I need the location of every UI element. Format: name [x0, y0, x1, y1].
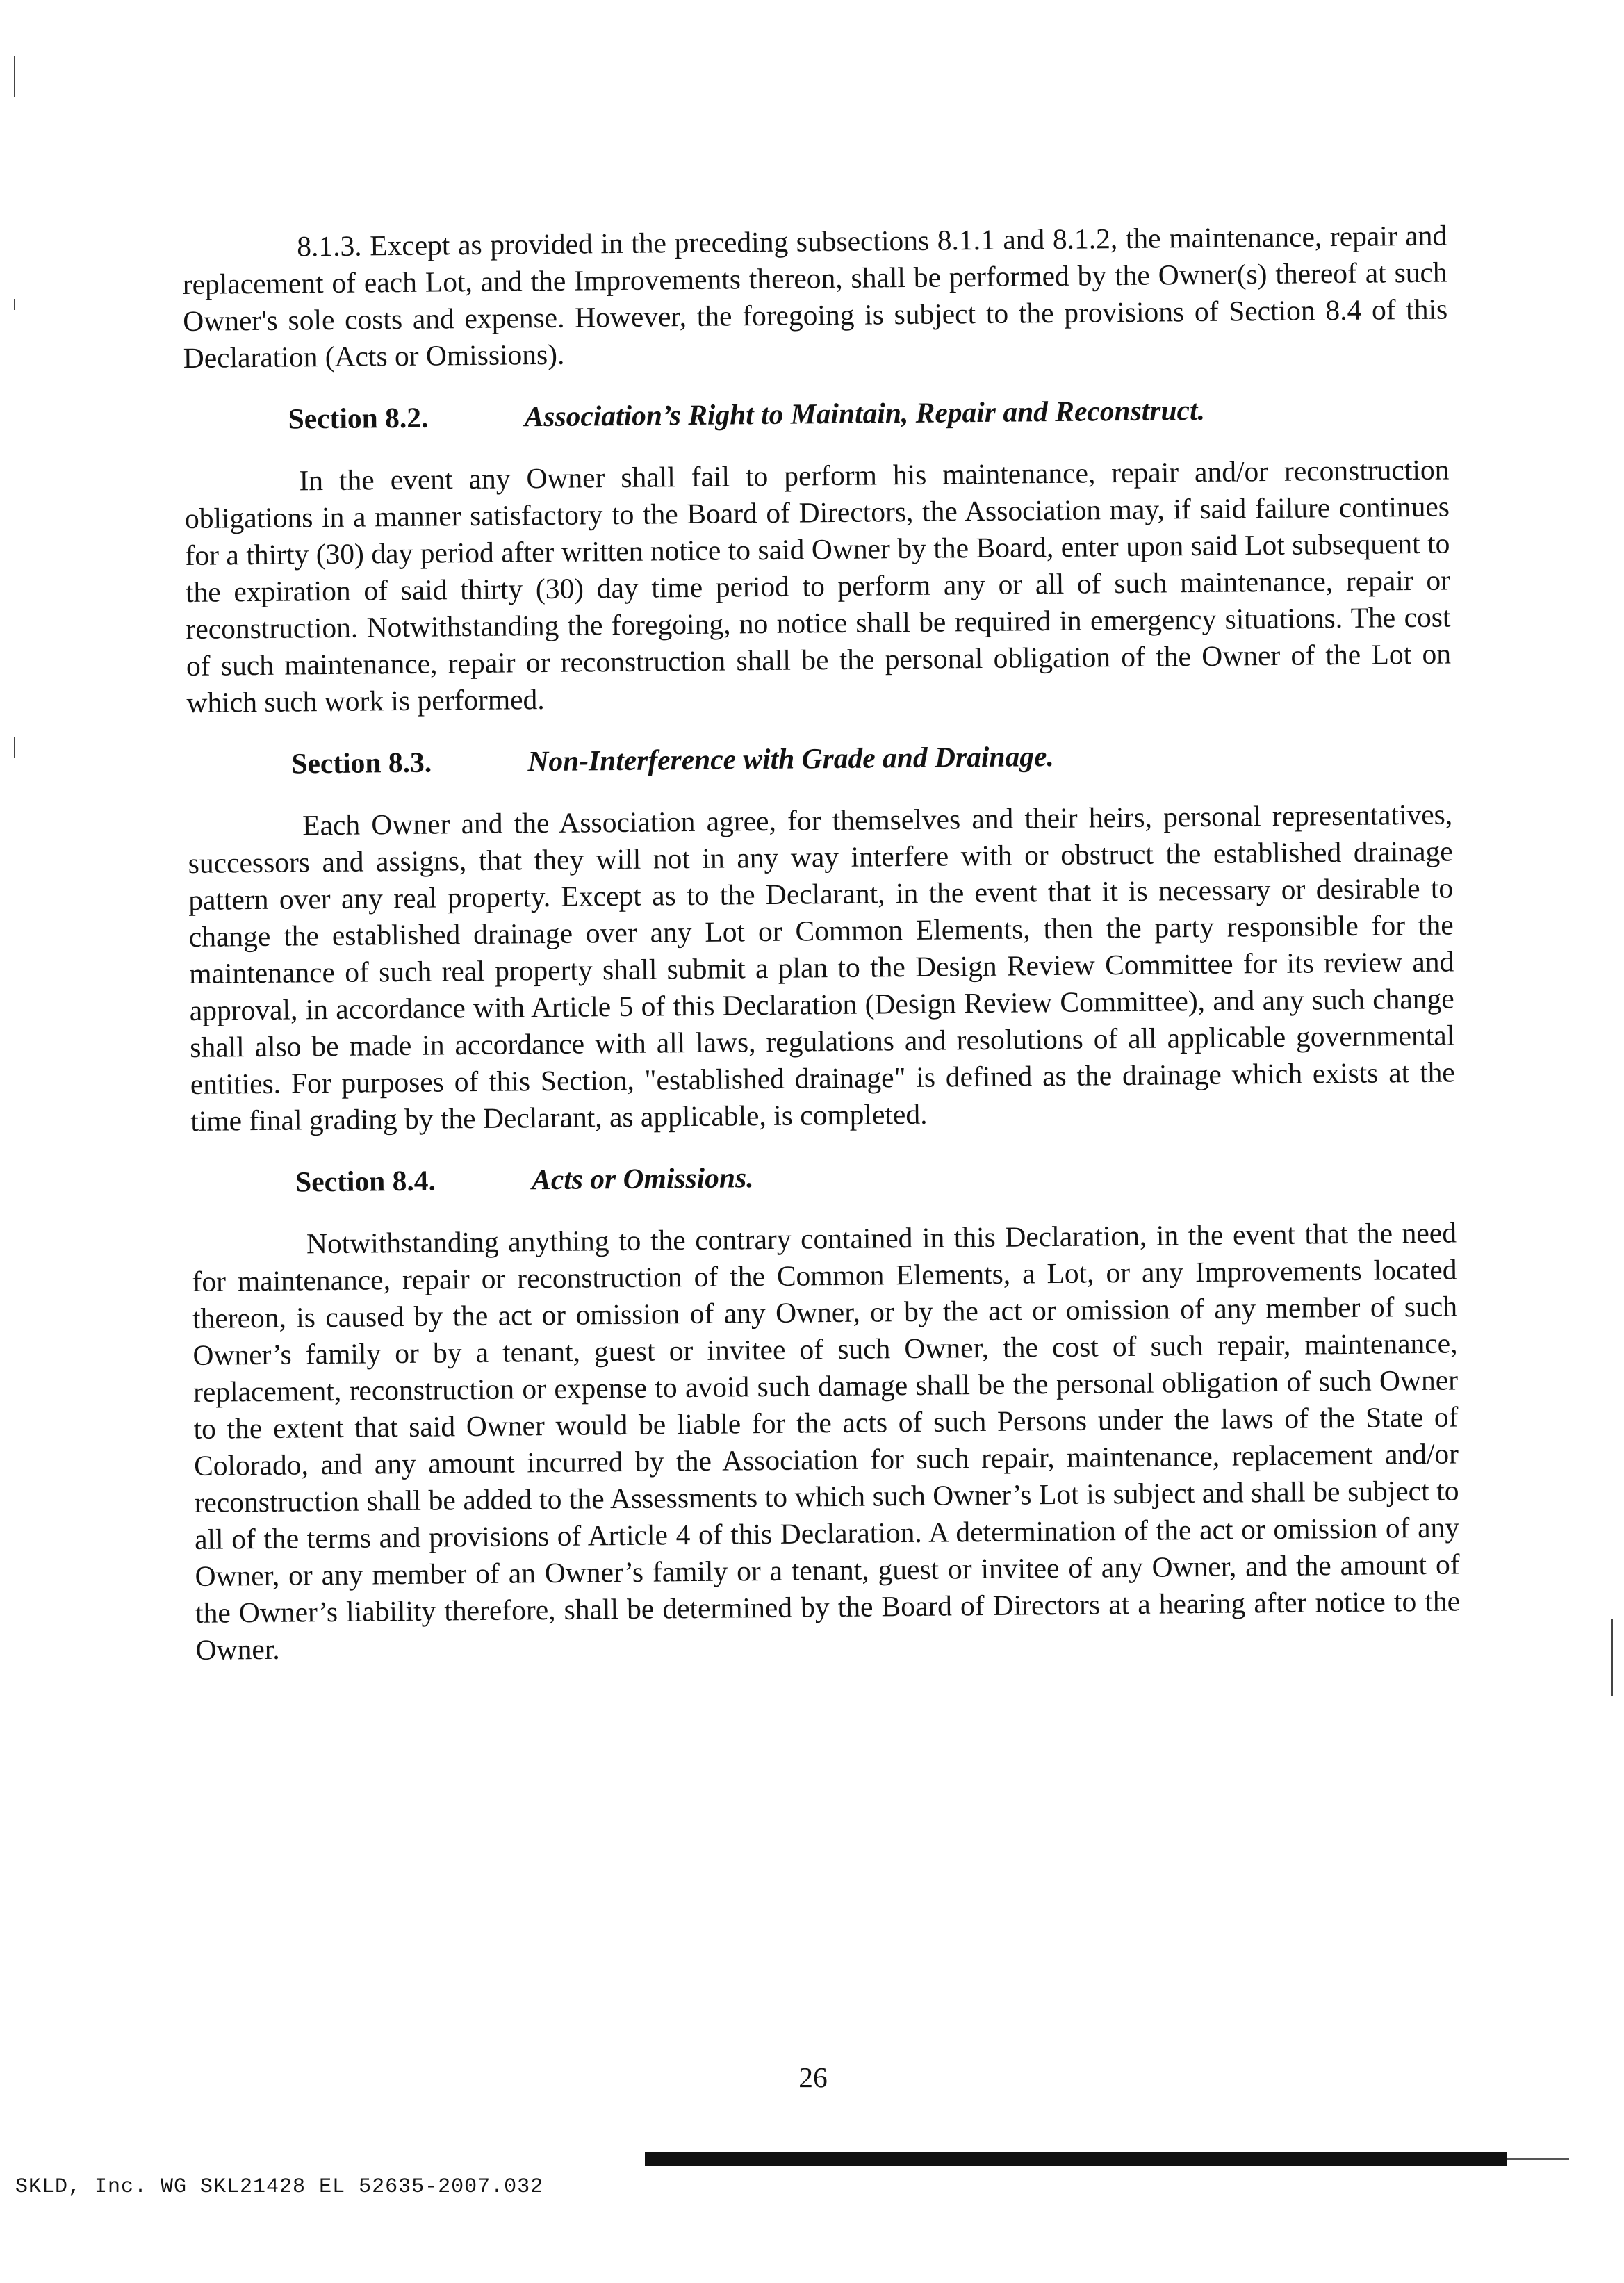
section-heading-8-3	[187, 734, 1452, 783]
footer-bar	[645, 2152, 1507, 2166]
section-title: Association’s Right to Maintain, Repair and Reconstruct.	[524, 393, 1206, 433]
scan-artifact	[14, 56, 15, 97]
page-number: 26	[798, 2061, 828, 2093]
section-number: Section 8.2.	[288, 401, 429, 435]
section-body-8-3: Each Owner and the Association agree, for themselves and their heirs, personal representatives, successors and assigns, that they will not in any way interfere with or obstruct the established drainage pattern over any real property. Except as to the Declarant, in the event that it is necessary or desirable to change the established drainage over any Lot or Common Elements, then the party responsible for the maintenance of such real property shall submit a plan to the Design Review Committee for its review and approval, in accordance with Article 5 of this Declaration (Design Review Committee), and any such change shall also be made in accordance with all laws, regulations and resolutions of all applicable governmental entities. For purposes of this Section, "established drainage" is defined as the drainage which exists at the time final grading by the Declarant, as applicable, is completed.	[188, 798, 1455, 1137]
footer-bar-tail	[1507, 2158, 1569, 2160]
section-heading-8-4	[191, 1152, 1456, 1201]
scan-artifact	[1611, 1619, 1613, 1696]
footer-document-id: SKLD, Inc. WG SKL21428 EL 52635-2007.032	[15, 2175, 544, 2199]
scan-artifact	[14, 737, 15, 758]
section-body-8-2: In the event any Owner shall fail to perform his maintenance, repair and/or reconstruction obligations in a manner satisfactory to the Board of Directors, the Association may, if said failure continues for a thirty (30) day period after written notice to said Owner by the Board, enter upon said Lot subsequent to the expiration of said thirty (30) day time period to perform any or all of such maintenance, repair or reconstruction. Notwithstanding the foregoing, no notice shall be required in emergency situations. The cost of such maintenance, repair or reconstruction shall be the personal obligation of the Owner of the Lot on which such work is performed.	[184, 453, 1452, 719]
section-title: Non-Interference with Grade and Drainage.	[527, 739, 1054, 778]
scan-artifact	[14, 299, 15, 310]
section-number: Section 8.3.	[291, 746, 432, 780]
section-title: Acts or Omissions.	[531, 1161, 754, 1196]
section-heading-8-2	[183, 390, 1448, 439]
paragraph-8-1-3: 8.1.3. Except as provided in the preceding subsections 8.1.1 and 8.1.2, the maintenance, repair and replacement of each Lot, and the Improvements thereon, shall be performed by the Owner(s) thereof at such Owner's sole costs and expense. However, the foregoing is subject to the provisions of Section 8.4 of this Declaration (Acts or Omissions).	[182, 219, 1448, 374]
document-body	[182, 218, 1461, 1669]
section-body-8-4: Notwithstanding anything to the contrary contained in this Declaration, in the event that the need for maintenance, repair or reconstruction of the Common Elements, a Lot, or any Improvements located thereon, is caused by the act or omission of any Owner, or by the act or omission of any member of such Owner’s family or by a tenant, guest or invitee of such Owner, the cost of such repair, maintenance, replacement, reconstruction or expense to avoid such damage shall be the personal obligation of such Owner to the extent that said Owner would be liable for the acts of such Persons under the laws of the State of Colorado, and any amount incurred by the Association for such repair, maintenance, replacement and/or reconstruction shall be added to the Assessments to which such Owner’s Lot is subject and shall be subject to all of the terms and provisions of Article 4 of this Declaration. A determination of the act or omission of any Owner, or any member of an Owner’s family or a tenant, guest or invitee of any Owner, and the amount of the Owner’s liability therefore, shall be determined by the Board of Directors at a hearing after notice to the Owner.	[192, 1216, 1461, 1666]
section-number: Section 8.4.	[295, 1164, 436, 1198]
